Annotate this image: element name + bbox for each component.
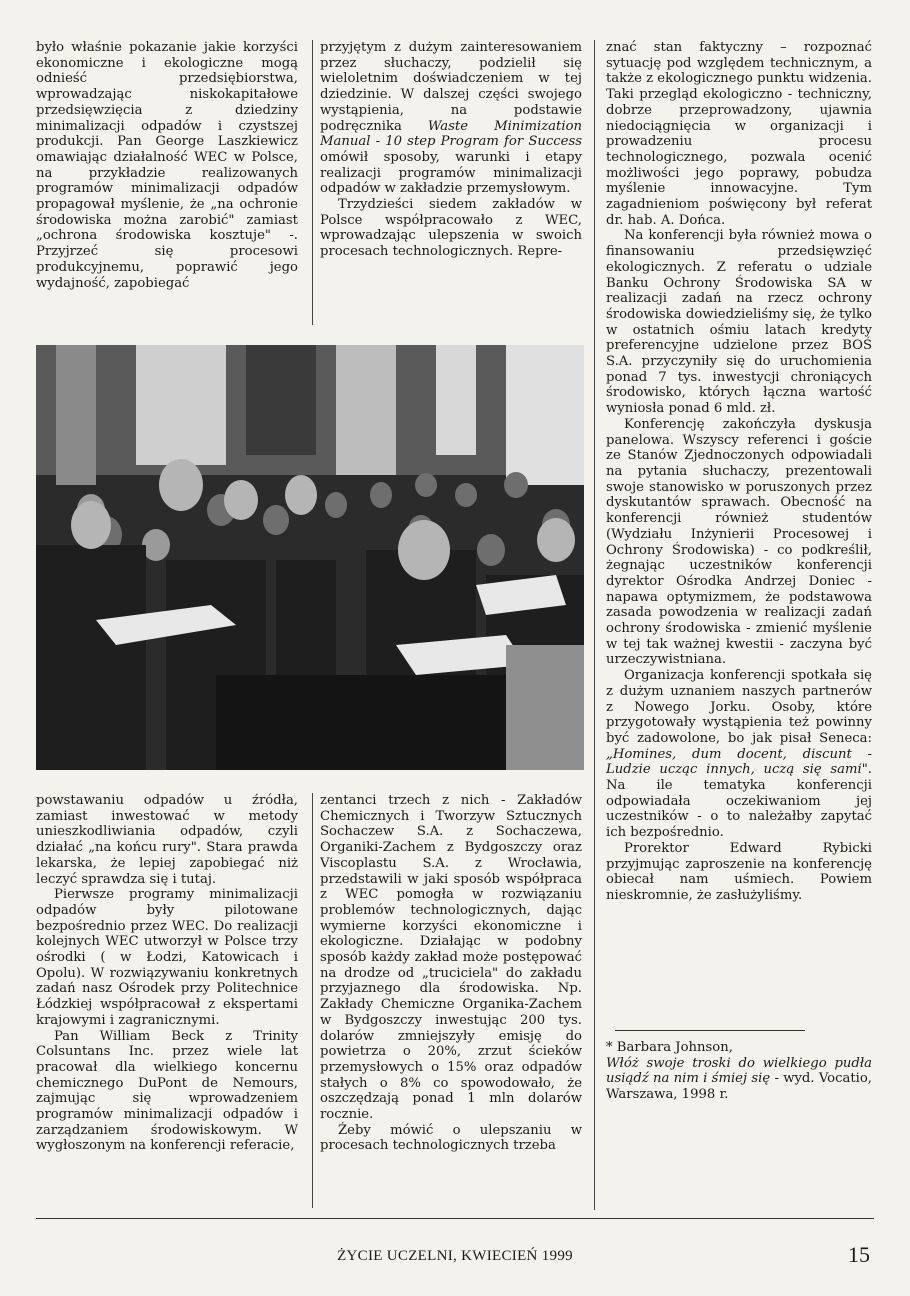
column-3 <box>606 40 872 1025</box>
column-divider <box>312 40 313 325</box>
photo-illustration <box>36 345 584 770</box>
paragraph: znać stan faktyczny – rozpoznać sytuację pod względem technicznym, a także z ekologicznego punktu widzenia. Taki przegląd ekologiczno - techniczny, dobrze przeprowadzony, ujawnia niedociągnięcia w organizacji i prowadzeniu procesu technologicznego, pozwala ocenić możliwości jego poprawy, pobudza myślenie innowacyjne. Tym zagadnieniom poświęcony był referat dr. hab. A. Dońca. <box>606 40 872 228</box>
footnote <box>606 1040 872 1200</box>
paragraph: Na konferencji była również mowa o finansowaniu przedsięwzięć ekologicznych. Z referatu o udziale Banku Ochrony Środowiska SA w realizacji zadań na rzecz ochrony środowiska dowiedzieliśmy się, że tylko w ostatnich ośmiu latach kredyty preferencyjne udzielone przez BOŚ S.A. przyczyniły się do uruchomienia ponad 7 tys. inwestycji chroniących środowisko, których łączna wartość wyniosła ponad 6 mld. zł. <box>606 228 872 417</box>
column-1-top <box>36 40 298 330</box>
paragraph: było właśnie pokazanie jakie korzyści ekonomiczne i ekologiczne mogą odnieść przedsiębiorstwa, wprowadzając niskokapitałowe przedsięwzięcia z dziedziny minimalizacji odpadów i czystszej produkcji. Pan George Laszkiewicz omawiając działalność WEC w Polsce, na przykładzie realizowanych programów minimalizacji odpadów propagował myślenie, że „na ochronie środowiska można zarobić" zamiast „ochrona środowiska kosztuje" -. Przyjrzeć się procesowi produkcyjnemu, poprawić jego wydajność, zapobiegać <box>36 40 298 291</box>
journal-footer: ŻYCIE UCZELNI, KWIECIEŃ 1999 <box>337 1248 573 1264</box>
column-divider <box>312 793 313 1208</box>
footnote-divider <box>615 1030 805 1031</box>
footer-divider <box>36 1218 874 1219</box>
paragraph: Organizacja konferencji spotkała się z dużym uznaniem naszych partnerów z Nowego Jorku. Osoby, które przygotowały wystąpienia też powinny być zadowolone, bo jak pisał Seneca: „Homines, dum docent, discunt - Ludzie ucząc innych, uczą się sami". Na ile tematyka konferencji odpowiadała oczekiwaniom jej uczestników - o to należałby zapytać ich bezpośrednio. <box>606 668 872 841</box>
paragraph: powstawaniu odpadów u źródła, zamiast inwestować w metody unieszkodliwiania odpadów, czyli działać „na końcu rury". Stara prawda lekarska, że lepiej zapobiegać niż leczyć sprawdza się i tutaj. <box>36 793 298 887</box>
paragraph: Trzydzieści siedem zakładów w Polsce współpracowało z WEC, wprowadzając ulepszenia w swoich procesach technologicznych. Repre- <box>320 197 582 260</box>
column-divider <box>594 40 595 1210</box>
footnote-author: * Barbara Johnson, <box>606 1040 733 1055</box>
paragraph: zentanci trzech z nich - Zakładów Chemicznych i Tworzyw Sztucznych Sochaczew S.A. z Sochaczewa, Organiki-Zachem z Bydgoszczy oraz Viscoplastu S.A. z Wrocławia, przedstawili w jaki sposób współpraca z WEC pomogła w rozwiązaniu problemów technologicznych, dając wymierne korzyści ekonomiczne i ekologiczne. Działając w podobny sposób każdy zakład może postępować na drodze od „truciciela" do zakładu przyjaznego dla środowiska. Np. Zakłady Chemiczne Organika-Zachem w Bydgoszczy inwestując 200 tys. dolarów zmniejszyły emisję do powietrza o 20%, zrzut ścieków przemysłowych o 15% oraz odpadów stałych o 8% co spowodowało, że oszczędzają ponad 1 mln dolarów rocznie. <box>320 793 582 1123</box>
paragraph: przyjętym z dużym zainteresowaniem przez słuchaczy, podzielił się wieloletnim doświadczeniem w tej dziedzinie. W dalszej części swojego wystąpienia, na podstawie podręcznika Waste Minimization Manual - 10 step Program for Success omówił sposoby, warunki i etapy realizacji programów minimalizacji odpadów w zakładzie przemysłowym. <box>320 40 582 197</box>
paragraph: Żeby mówić o ulepszaniu w procesach technologicznych trzeba <box>320 1122 582 1154</box>
paragraph: Pan William Beck z Trinity Colsuntans Inc. przez wiele lat pracował dla wielkiego koncernu chemicznego DuPont de Nemours, zajmując się wprowadzeniem programów minimalizacji odpadów i zarządzaniem środowiskowym. W wygłoszonym na konferencji referacie, <box>36 1028 298 1154</box>
column-2-top <box>320 40 582 330</box>
column-1-bottom <box>36 793 298 1213</box>
column-2-bottom <box>320 793 582 1213</box>
page-number: 15 <box>848 1242 870 1267</box>
paragraph: Konferencję zakończyła dyskusja panelowa. Wszyscy referenci i goście ze Stanów Zjednoczonych odpowiadali na pytania słuchaczy, prezentowali swoje stanowisko w poruszonych przez dyskutantów sprawach. Obecność na konferencji również studentów (Wydziału Inżynierii Procesowej i Ochrony Środowiska) - co podkreślił, żegnając uczestników konferencji dyrektor Ośrodka Andrzej Doniec - napawa optymizmem, że podstawowa zasada powodzenia w realizacji zadań ochrony środowiska - zmienić myślenie w tej tak ważnej kwestii - zaczyna być urzeczywistniana. <box>606 416 872 668</box>
paragraph: Prorektor Edward Rybicki przyjmując zaproszenie na konferencję obiecał nam uśmiech. Powiem nieskromnie, że zasłużyliśmy. <box>606 840 872 903</box>
footnote-text: Włóż swoje troski do wielkiego pudła usiądź na nim i śmiej się - wyd. Vocatio, Warszawa, 1998 r. <box>606 1055 872 1103</box>
conference-audience-photo <box>36 345 584 770</box>
paragraph: Pierwsze programy minimalizacji odpadów były pilotowane bezpośrednio przez WEC. Do realizacji kolejnych WEC utworzył w Polsce trzy ośrodki ( w Łodzi, Katowicach i Opolu). W rozwiązywaniu konkretnych zadań nasz Ośrodek przy Politechnice Łódzkiej współpracował z ekspertami krajowymi i zagranicznymi. <box>36 887 298 1028</box>
